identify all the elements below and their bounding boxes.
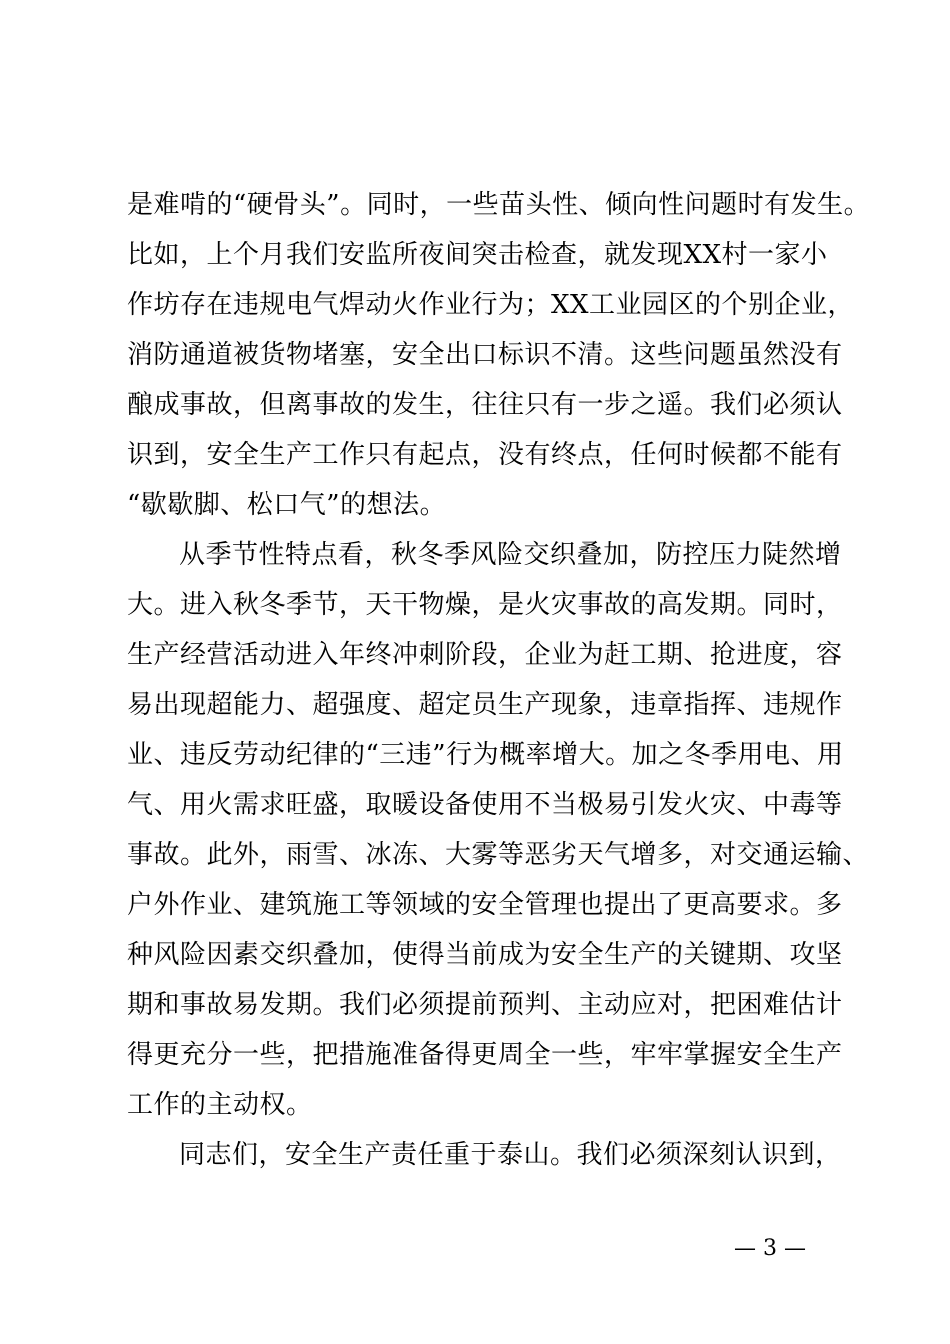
text-line-7: “歇歇脚、松口气”的想法。 bbox=[127, 490, 447, 520]
text-line-1: 是难啃的“硬骨头”。同时，一些苗头性、倾向性问题时有发生。 bbox=[127, 190, 871, 220]
text-line-5: 酿成事故，但离事故的发生，往往只有一步之遥。我们必须认 bbox=[127, 390, 843, 420]
text-line-10: 生产经营活动进入年终冲刺阶段，企业为赶工期、抢进度，容 bbox=[127, 640, 843, 670]
text-line-2: 比如，上个月我们安监所夜间突击检查，就发现XX村一家小 bbox=[127, 240, 828, 270]
text-line-3: 作坊存在违规电气焊动火作业行为；XX工业园区的个别企业， bbox=[127, 290, 855, 320]
page-number: — 3 — bbox=[734, 1236, 806, 1261]
text-line-6: 识到，安全生产工作只有起点，没有终点，任何时候都不能有 bbox=[127, 440, 843, 470]
text-line-19: 工作的主动权。 bbox=[127, 1090, 313, 1120]
text-line-4: 消防通道被货物堵塞，安全出口标识不清。这些问题虽然没有 bbox=[127, 340, 843, 370]
text-line-8: 从季节性特点看，秋冬季风险交织叠加，防控压力陡然增 bbox=[179, 540, 842, 570]
text-line-11: 易出现超能力、超强度、超定员生产现象，违章指挥、违规作 bbox=[127, 690, 843, 720]
text-line-18: 得更充分一些，把措施准备得更周全一些，牢牢掌握安全生产 bbox=[127, 1040, 843, 1070]
text-line-12: 业、违反劳动纪律的“三违”行为概率增大。加之冬季用电、用 bbox=[127, 740, 844, 770]
text-line-14: 事故。此外，雨雪、冰冻、大雾等恶劣天气增多，对交通运输、 bbox=[127, 840, 870, 870]
text-line-9: 大。进入秋冬季节，天干物燥，是火灾事故的高发期。同时， bbox=[127, 590, 843, 620]
text-line-17: 期和事故易发期。我们必须提前预判、主动应对，把困难估计 bbox=[127, 990, 843, 1020]
text-line-13: 气、用火需求旺盛，取暖设备使用不当极易引发火灾、中毒等 bbox=[127, 790, 843, 820]
text-line-20: 同志们，安全生产责任重于泰山。我们必须深刻认识到， bbox=[179, 1140, 842, 1170]
text-line-15: 户外作业、建筑施工等领域的安全管理也提出了更高要求。多 bbox=[127, 890, 843, 920]
text-line-16: 种风险因素交织叠加，使得当前成为安全生产的关键期、攻坚 bbox=[127, 940, 843, 970]
